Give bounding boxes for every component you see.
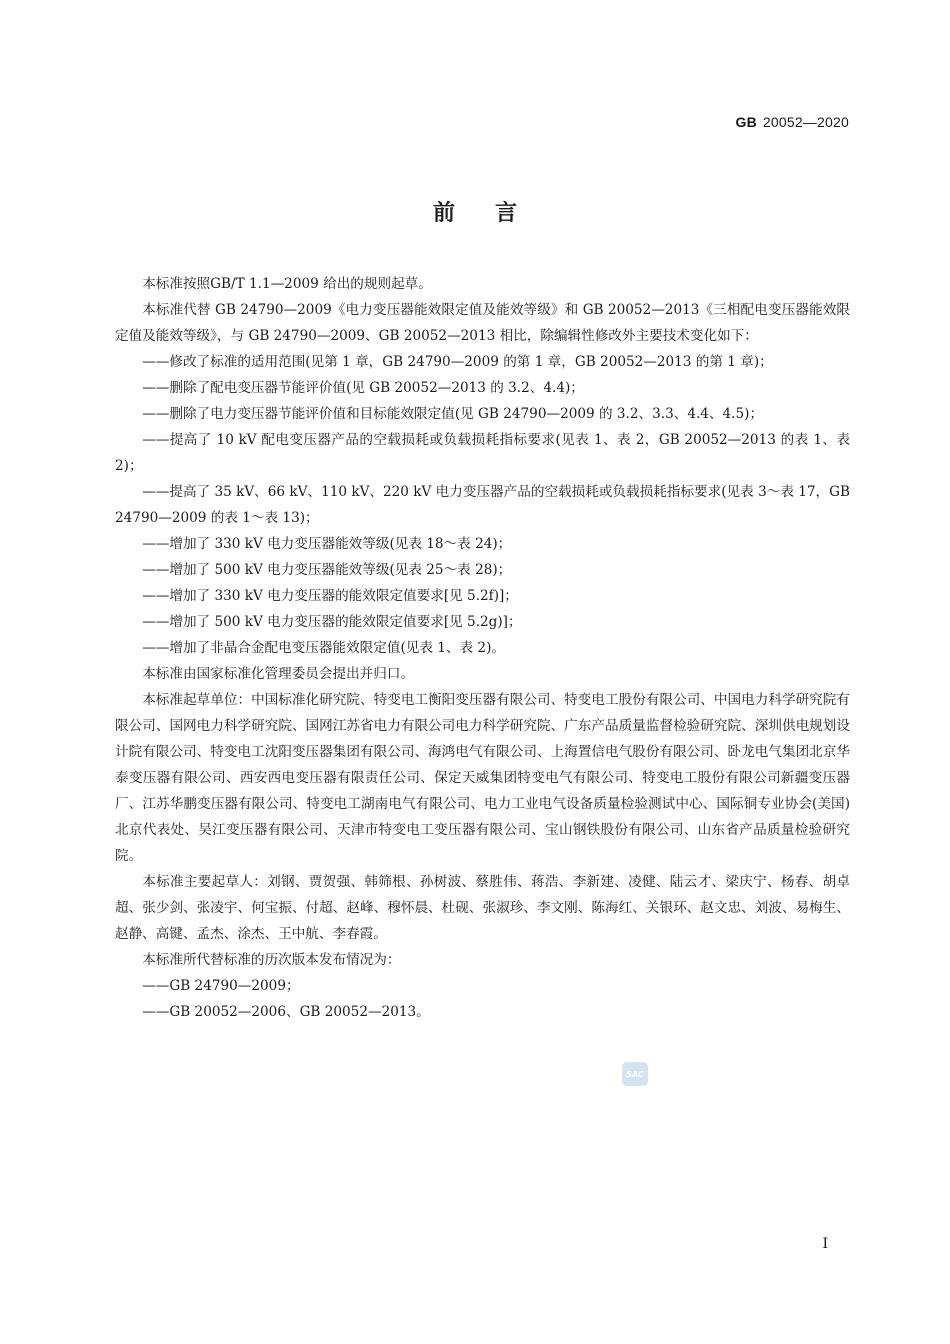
- page-number: I: [822, 1236, 828, 1252]
- change-item: ——提高了 10 kV 配电变压器产品的空载损耗或负载损耗指标要求(见表 1、表 2，GB 20052—2013 的表 1、表 2)；: [115, 432, 850, 474]
- paragraph-replacement: 本标准代替 GB 24790—2009《电力变压器能效限定值及能效等级》和 GB 20052—2013《三相配电变压器能效限定值及能效等级》，与 GB 24790—2009、GB 20052—2013 相比，除编辑性修改外主要技术变化如下：: [115, 302, 850, 344]
- paragraph-drafting-rules: 本标准按照GB/T 1.1—2009 给出的规则起草。: [142, 276, 432, 292]
- page-title: 前言: [432, 200, 557, 226]
- paragraph-drafters: 本标准主要起草人：刘钢、贾贺强、韩筛根、孙树波、蔡胜伟、蒋浩、李新建、凌健、陆云才、梁庆宁、杨春、胡卓超、张少剑、张凌宇、何宝振、付超、赵峰、穆怀晨、杜砚、张淑珍、李文刚、陈海红、关银环、赵文忠、刘波、易梅生、赵静、高键、孟杰、涂杰、王中航、李春霞。: [115, 874, 850, 942]
- change-item: ——增加了 500 kV 电力变压器能效等级(见表 25～表 28)；: [142, 562, 512, 578]
- standard-number: [736, 114, 849, 130]
- history-item: ——GB 24790—2009；: [142, 978, 300, 994]
- change-item: ——修改了标准的适用范围(见第 1 章，GB 24790—2009 的第 1 章，GB 20052—2013 的第 1 章)；: [142, 354, 773, 370]
- standard-prefix: GB: [735, 114, 757, 130]
- change-item: ——增加了非晶合金配电变压器能效限定值(见表 1、表 2)。: [142, 640, 505, 656]
- change-item: ——增加了 500 kV 电力变压器的能效限定值要求[见 5.2g)]；: [142, 614, 522, 630]
- paragraph-drafting-units: 本标准起草单位：中国标准化研究院、特变电工衡阳变压器有限公司、特变电工股份有限公司、中国电力科学研究院有限公司、国网电力科学研究院、国网江苏省电力有限公司电力科学研究院、广东产品质量监督检验研究院、深圳供电规划设计院有限公司、特变电工沈阳变压器集团有限公司、海鸿电气有限公司、上海置信电气股份有限公司、卧龙电气集团北京华泰变压器有限公司、西安西电变压器有限责任公司、保定天威集团特变电气有限公司、特变电工股份有限公司新疆变压器厂、江苏华鹏变压器有限公司、特变电工湖南电气有限公司、电力工业电气设备质量检验测试中心、国际铜专业协会(美国)北京代表处、吴江变压器有限公司、天津市特变电工变压器有限公司、宝山钢铁股份有限公司、山东省产品质量检验研究院。: [115, 692, 850, 864]
- paragraph-history-intro: 本标准所代替标准的历次版本发布情况为：: [142, 952, 401, 968]
- standard-code: 20052—2020: [762, 114, 849, 130]
- change-item: ——增加了 330 kV 电力变压器能效等级(见表 18～表 24)；: [142, 536, 512, 552]
- sac-watermark-logo: SAC: [622, 1062, 648, 1086]
- change-item: ——增加了 330 kV 电力变压器的能效限定值要求[见 5.2f)]；: [142, 588, 518, 604]
- change-item: ——提高了 35 kV、66 kV、110 kV、220 kV 电力变压器产品的空载损耗或负载损耗指标要求(见表 3～表 17，GB 24790—2009 的表 1～表 13)；: [115, 484, 850, 526]
- history-item: ——GB 20052—2006、GB 20052—2013。: [142, 1004, 430, 1020]
- change-item: ——删除了电力变压器节能评价值和目标能效限定值(见 GB 24790—2009 的 3.2、3.3、4.4、4.5)；: [142, 406, 764, 422]
- foreword-body: [115, 271, 850, 1025]
- change-item: ——删除了配电变压器节能评价值(见 GB 20052—2013 的 3.2、4.4)；: [142, 380, 584, 396]
- paragraph-proposer: 本标准由国家标准化管理委员会提出并归口。: [142, 666, 415, 682]
